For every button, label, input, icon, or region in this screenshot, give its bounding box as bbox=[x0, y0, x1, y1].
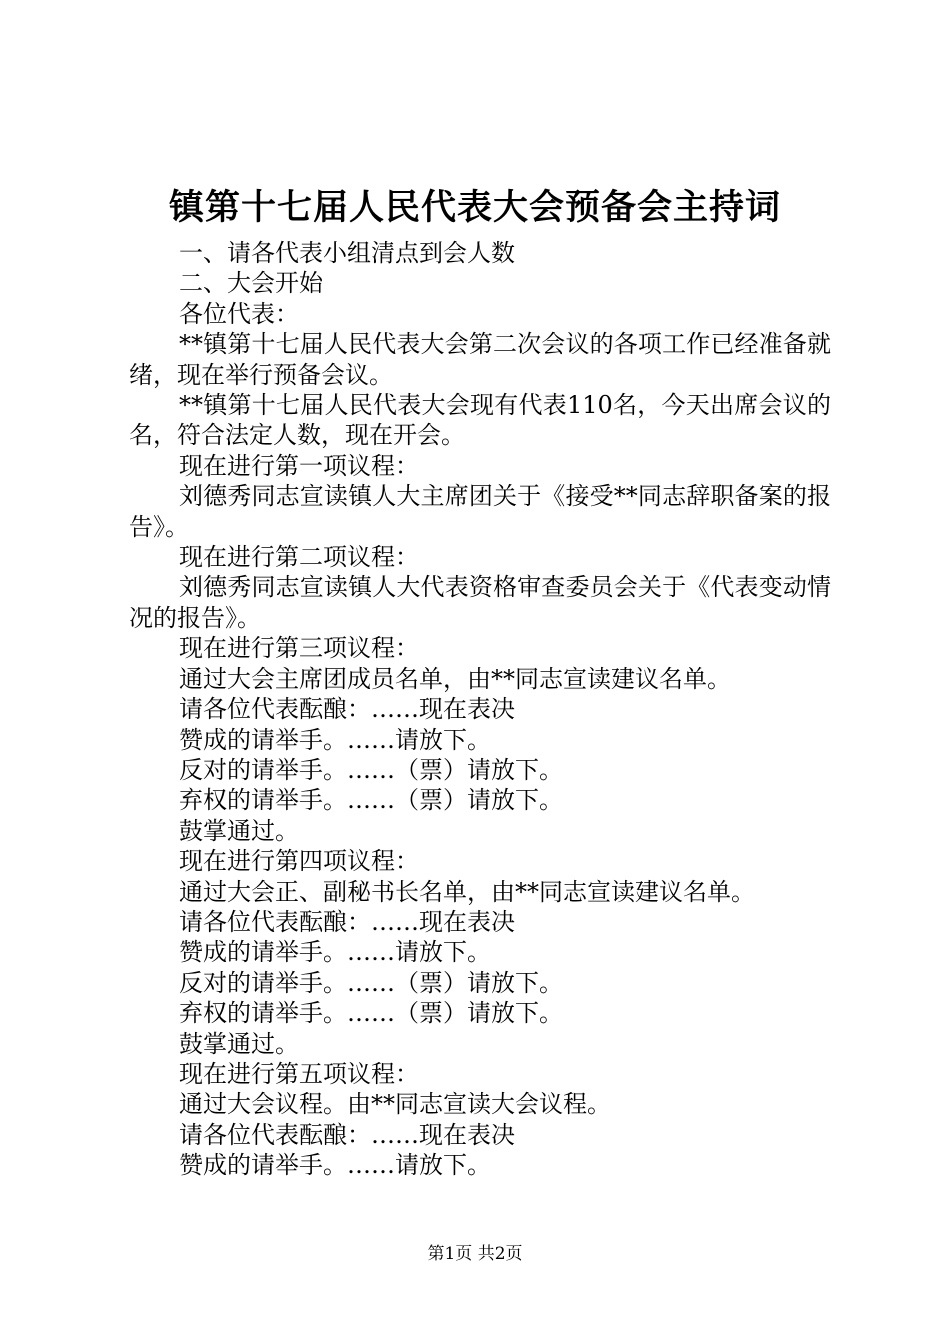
paragraph: 二、大会开始 bbox=[179, 269, 323, 298]
paragraph: 通过大会主席团成员名单，由**同志宣读建议名单。 bbox=[179, 664, 731, 693]
paragraph: 反对的请举手。……（票）请放下。 bbox=[179, 968, 563, 997]
paragraph: 刘德秀同志宣读镇人大代表资格审查委员会关于《代表变动情况的报告》。 bbox=[129, 573, 831, 632]
paragraph: 赞成的请举手。……请放下。 bbox=[179, 1151, 491, 1180]
paragraph: 现在进行第三项议程： bbox=[179, 634, 419, 663]
paragraph: 请各位代表酝酿：……现在表决 bbox=[179, 695, 515, 724]
paragraph: 赞成的请举手。……请放下。 bbox=[179, 938, 491, 967]
paragraph: 一、请各代表小组清点到会人数 bbox=[179, 239, 515, 267]
paragraph: 现在进行第五项议程： bbox=[179, 1059, 419, 1088]
paragraph: 刘德秀同志宣读镇人大主席团关于《接受**同志辞职备案的报告》。 bbox=[129, 482, 831, 541]
paragraph: 通过大会正、副秘书长名单，由**同志宣读建议名单。 bbox=[179, 877, 755, 906]
document-title: 镇第十七届人民代表大会预备会主持词 bbox=[168, 187, 781, 228]
paragraph: 弃权的请举手。……（票）请放下。 bbox=[179, 786, 563, 815]
paragraph: **镇第十七届人民代表大会现有代表110名，今天出席会议的名，符合法定人数，现在开会。 bbox=[129, 391, 831, 450]
page-footer: 第1页 共2页 bbox=[427, 1244, 523, 1264]
paragraph: 赞成的请举手。……请放下。 bbox=[179, 725, 491, 754]
paragraph: 鼓掌通过。 bbox=[179, 816, 299, 845]
paragraph: **镇第十七届人民代表大会第二次会议的各项工作已经准备就绪，现在举行预备会议。 bbox=[129, 330, 831, 389]
paragraph: 现在进行第二项议程： bbox=[179, 543, 419, 572]
paragraph: 鼓掌通过。 bbox=[179, 1029, 299, 1058]
document-body bbox=[129, 238, 831, 1181]
paragraph: 现在进行第四项议程： bbox=[179, 847, 419, 876]
paragraph: 现在进行第一项议程： bbox=[179, 451, 419, 480]
paragraph: 弃权的请举手。……（票）请放下。 bbox=[179, 999, 563, 1028]
paragraph: 通过大会议程。由**同志宣读大会议程。 bbox=[179, 1090, 611, 1119]
paragraph: 各位代表： bbox=[179, 299, 299, 328]
paragraph: 请各位代表酝酿：……现在表决 bbox=[179, 907, 515, 936]
paragraph: 请各位代表酝酿：……现在表决 bbox=[179, 1120, 515, 1149]
paragraph: 反对的请举手。……（票）请放下。 bbox=[179, 755, 563, 784]
